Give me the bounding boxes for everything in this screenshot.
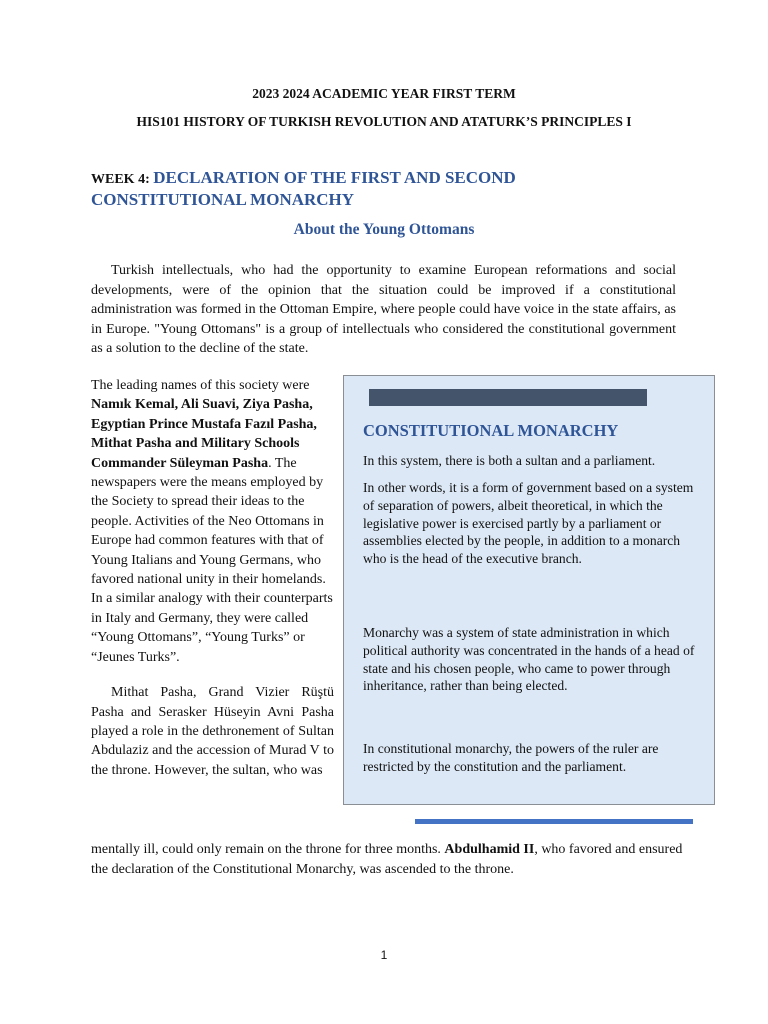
week-heading [91, 168, 691, 210]
left-column [91, 376, 334, 780]
continued-after: , who favored and ensured the declaration of the Constitutional Monarchy, was ascended to the throne. [91, 842, 683, 877]
constitutional-monarchy-sidebar [343, 375, 715, 805]
sidebar-paragraph-1: In this system, there is both a sultan and a parliament. [363, 453, 656, 468]
p1-after: . The newspapers were the means employed by the Society to spread their ideas to the people. Activities of the Neo Ottomans in Europe had common features with that of Young Italians and Young Germans, who favored national unity in their homelands. In a similar analogy with their counterparts in Italy and Germany, they were called “Young Ottomans”, “Young Turks” or “Jeunes Turks”. [91, 455, 333, 665]
sidebar-paragraph-4: In constitutional monarchy, the powers of the ruler are restricted by the constitution and the parliament. [363, 741, 659, 774]
abdulhamid-bold: Abdulhamid II [444, 842, 535, 857]
page-number: 1 [380, 948, 388, 962]
dethronement-paragraph: Mithat Pasha, Grand Vizier Rüştü Pasha and Serasker Hüseyin Avni Pasha played a role in the dethronement of Sultan Abdulaziz and the accession of Murad V to the throne. However, the sultan, who was [91, 685, 334, 778]
continued-before: mentally ill, could only remain on the throne for three months. [91, 842, 445, 857]
term-title: 2023 2024 ACADEMIC YEAR FIRST TERM [252, 86, 516, 101]
week-title-line2: CONSTITUTIONAL MONARCHY [91, 190, 355, 209]
sidebar-paragraph-2: In other words, it is a form of government based on a system of separation of powers, albeit theoretical, in which the legislative power is exercised partly by a parliament or assemblies elected by the people, in addition to a monarch who is the head of the executive branch. [363, 480, 694, 567]
sidebar-paragraph-3: Monarchy was a system of state administration in which political authority was concentrated in the hands of a head of state and his chosen people, who came to power through inheritance, rather than being elected. [363, 625, 695, 694]
week-label: WEEK 4: [91, 172, 154, 187]
intro-paragraph: Turkish intellectuals, who had the opportunity to examine European reformations and social developments, were of the opinion that the situation could be improved if a constitutional administration was formed in the Ottoman Empire, where people could have voice in the state affairs, as in Europe. "Young Ottomans" is a group of intellectuals who considered the constitutional government as a solution to the decline of the state. [91, 263, 676, 356]
p1-before: The leading names of this society were [91, 378, 310, 393]
week-title-line1: DECLARATION OF THE FIRST AND SECOND [153, 168, 516, 187]
section-heading: About the Young Ottomans [293, 221, 475, 238]
accent-divider [415, 819, 693, 824]
sidebar-title: CONSTITUTIONAL MONARCHY [363, 421, 619, 440]
course-title: HIS101 HISTORY OF TURKISH REVOLUTION AND ATATURK’S PRINCIPLES I [136, 114, 632, 129]
sidebar-header-bar [369, 389, 647, 406]
leading-names-bold: Namık Kemal, Ali Suavi, Ziya Pasha, Egyptian Prince Mustafa Fazıl Pasha, Mithat Pasha and Military Schools Commander Süleyman Pasha [91, 397, 317, 471]
continued-paragraph [91, 840, 691, 879]
leading-names-paragraph [91, 376, 334, 667]
